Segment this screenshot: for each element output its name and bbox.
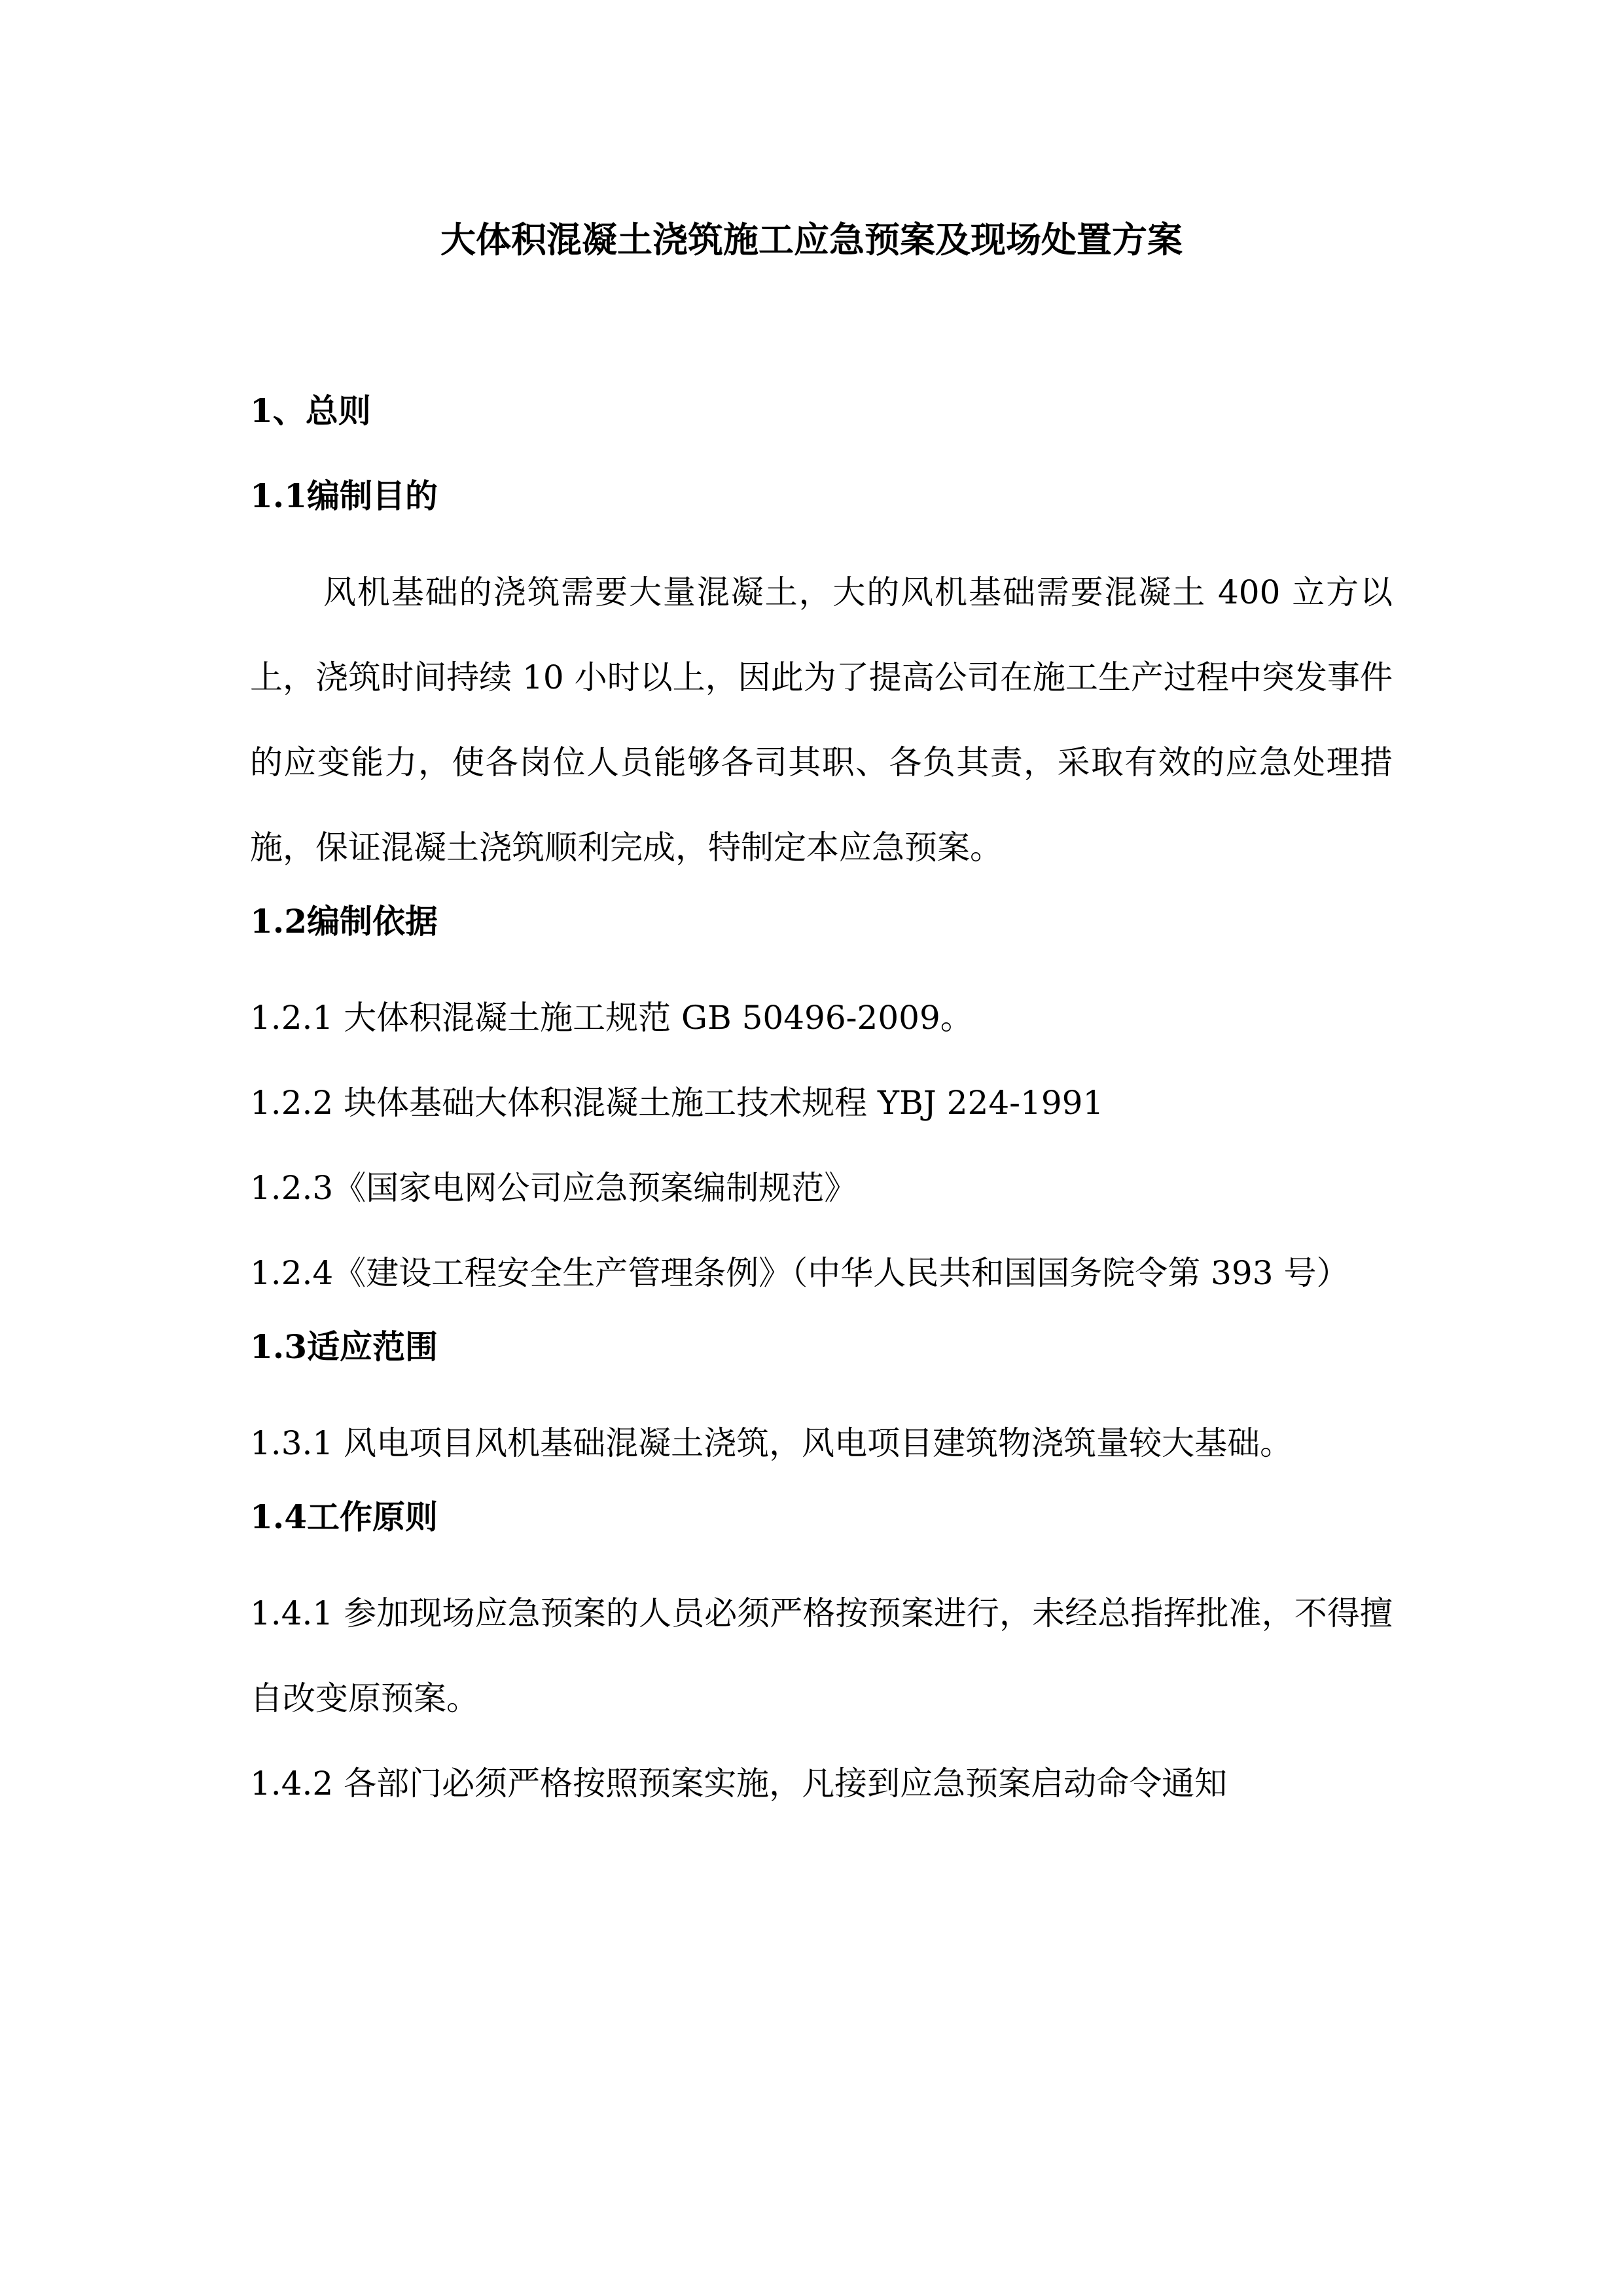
basis-item: 1.2.1 大体积混凝土施工规范 GB 50496-2009。: [250, 999, 973, 1037]
section-heading-1-1-label: 1.1编制目的: [250, 476, 438, 515]
section-heading-1-2: [250, 890, 1393, 975]
section-heading-1-label: 1、总则: [250, 391, 371, 430]
document-title: 大体积混凝土浇筑施工应急预案及现场处置方案: [440, 219, 1183, 260]
document-body: [250, 380, 1393, 1826]
section-heading-1-4-label: 1.4工作原则: [250, 1498, 438, 1536]
section-heading-1-3-label: 1.3适应范围: [250, 1327, 438, 1366]
purpose-paragraph: 风机基础的浇筑需要大量混凝土，大的风机基础需要混凝土 400 立方以上，浇筑时间持续 10 小时以上，因此为了提高公司在施工生产过程中突发事件的应变能力，使各岗位人员能够各司其职、各负其责，采取有效的应急处理措施，保证混凝土浇筑顺利完成，特制定本应急预案。: [250, 573, 1393, 867]
basis-item: 1.2.4《建设工程安全生产管理条例》（中华人民共和国国务院令第 393 号）: [250, 1254, 1349, 1292]
section-heading-1-2-label: 1.2编制依据: [250, 902, 438, 941]
section-heading-1-3: [250, 1316, 1393, 1401]
principle-item: 1.4.2 各部门必须严格按照预案实施，凡接到应急预案启动命令通知: [250, 1765, 1228, 1803]
section-heading-1-1: [250, 465, 1393, 550]
section-heading-1-4: [250, 1486, 1393, 1571]
principle-item: 1.4.1 参加现场应急预案的人员必须严格按预案进行，未经总指挥批准，不得擅自改变原预案。: [250, 1594, 1393, 1717]
section-heading-1: [250, 380, 1393, 465]
basis-item: 1.2.3《国家电网公司应急预案编制规范》: [250, 1169, 857, 1207]
scope-item: 1.3.1 风电项目风机基础混凝土浇筑，风电项目建筑物浇筑量较大基础。: [250, 1424, 1293, 1462]
basis-item: 1.2.2 块体基础大体积混凝土施工技术规程 YBJ 224-1991: [250, 1084, 1104, 1122]
